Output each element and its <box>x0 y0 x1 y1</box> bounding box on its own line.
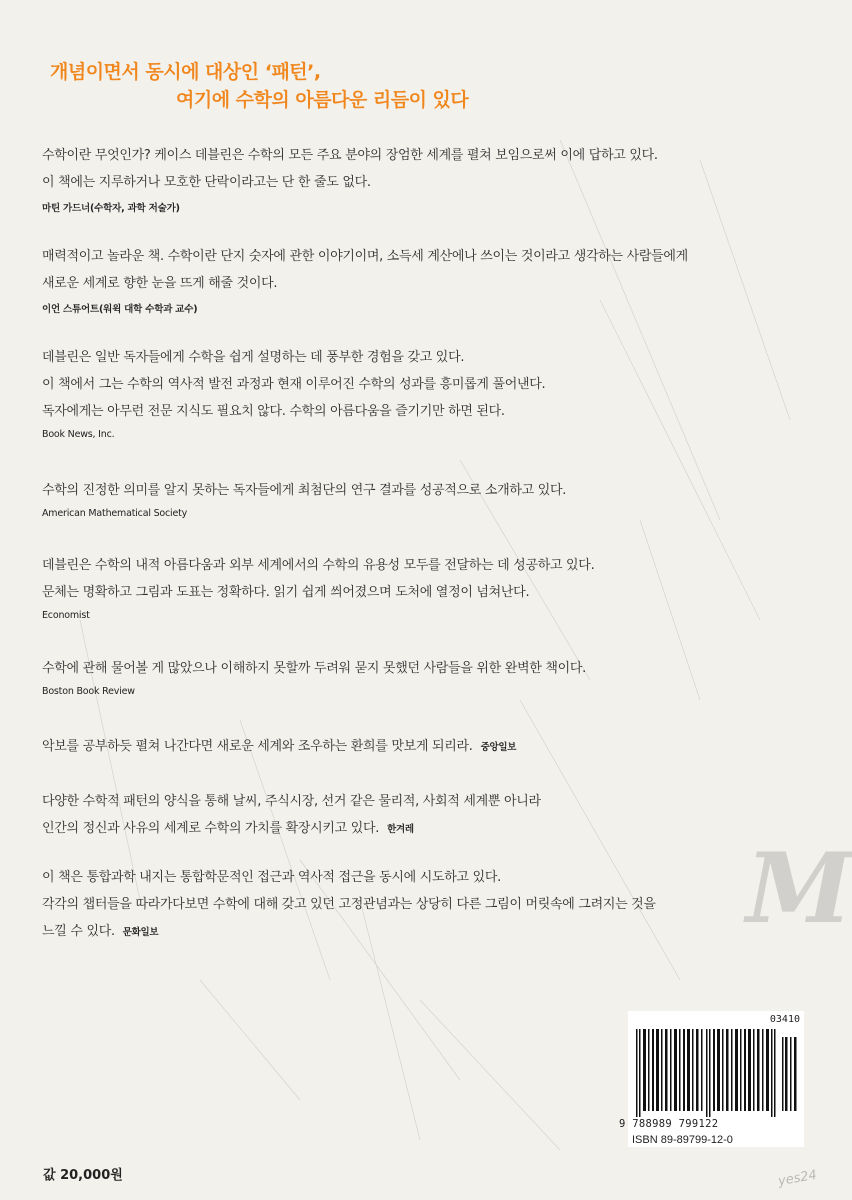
headline-line-2: 여기에 수학의 아름다운 리듬이 있다 <box>176 89 469 111</box>
headline-line-1: 개념이면서 동시에 대상인 ‘패턴’, <box>50 61 321 83</box>
review-source: Book News, Inc. <box>42 429 115 440</box>
review-text: 인간의 정신과 사유의 세계로 수학의 가치를 확장시키고 있다. <box>42 821 380 836</box>
review-line: 문체는 명확하고 그림과 도표는 정확하다. 읽기 쉽게 씌어졌으며 도처에 열정이 넘쳐난다. <box>42 585 530 600</box>
review-line: 독자에게는 아무런 전문 지식도 필요치 않다. 수학의 아름다움을 즐기기만 하면 된다. <box>42 404 505 419</box>
review-line <box>42 815 682 843</box>
barcode-icon <box>634 1029 800 1117</box>
review-line: 각각의 챕터들을 따라가다보면 수학에 대해 갖고 있던 고정관념과는 상당히 다른 그림이 머릿속에 그려지는 것을 <box>42 897 656 912</box>
review-line: 수학에 관해 물어볼 게 많았으나 이해하지 못할까 두려워 묻지 못했던 사람들을 위한 완벽한 책이다. <box>42 661 586 676</box>
review-line: 이 책에서 그는 수학의 역사적 발전 과정과 현재 이루어진 수학의 성과를 흥미롭게 풀어낸다. <box>42 377 546 392</box>
review-line <box>42 733 682 761</box>
isbn: ISBN 89-89799-12-0 <box>632 1134 733 1146</box>
review-line: 데블린은 일반 독자들에게 수학을 쉽게 설명하는 데 풍부한 경험을 갖고 있다. <box>42 350 465 365</box>
review-source: 문화일보 <box>122 927 159 938</box>
barcode-addon-code: 03410 <box>769 1014 800 1025</box>
review-text: 악보를 공부하듯 펼쳐 나간다면 새로운 세계와 조우하는 환희를 맛보게 되리라. <box>42 739 473 754</box>
review-6 <box>42 655 682 697</box>
review-8 <box>42 788 682 843</box>
barcode-number: 9 788989 799122 <box>619 1118 719 1130</box>
review-text: 느낄 수 있다. <box>42 924 115 939</box>
review-3 <box>42 344 682 440</box>
review-line: 수학의 진정한 의미를 알지 못하는 독자들에게 최첨단의 연구 결과를 성공적으로 소개하고 있다. <box>42 483 567 498</box>
corner-watermark-logo: yes24 <box>776 1167 819 1190</box>
review-1 <box>42 142 682 214</box>
review-source: 중앙일보 <box>480 742 517 753</box>
review-source: American Mathematical Society <box>42 508 188 519</box>
review-2 <box>42 243 688 315</box>
publisher-logo-watermark: M <box>746 832 852 945</box>
review-source: Economist <box>42 610 90 621</box>
price: 값 20,000원 <box>43 1168 123 1183</box>
review-line <box>42 918 682 946</box>
review-source: 마틴 가드너(수학자, 과학 저술가) <box>42 203 180 214</box>
review-line: 이 책은 통합과학 내지는 통합학문적인 접근과 역사적 접근을 동시에 시도하고 있다. <box>42 870 501 885</box>
review-line: 다양한 수학적 패턴의 양식을 통해 날씨, 주식시장, 선거 같은 물리적, 사회적 세계뿐 아니라 <box>42 794 541 809</box>
review-source: Boston Book Review <box>42 686 135 697</box>
review-line: 새로운 세계로 향한 눈을 뜨게 해줄 것이다. <box>42 276 278 291</box>
review-line: 수학이란 무엇인가? 케이스 데블린은 수학의 모든 주요 분야의 장엄한 세계를 펼쳐 보임으로써 이에 답하고 있다. <box>42 148 658 163</box>
review-line: 이 책에는 지루하거나 모호한 단락이라고는 단 한 줄도 없다. <box>42 175 371 190</box>
review-line: 매력적이고 놀라운 책. 수학이란 단지 숫자에 관한 이야기이며, 소득세 계산에나 쓰이는 것이라고 생각하는 사람들에게 <box>42 249 688 264</box>
review-line: 데블린은 수학의 내적 아름다움과 외부 세계에서의 수학의 유용성 모두를 전달하는 데 성공하고 있다. <box>42 558 595 573</box>
headline <box>50 58 750 114</box>
review-5 <box>42 552 682 621</box>
review-source: 이언 스튜어트(워윅 대학 수학과 교수) <box>42 304 198 315</box>
review-4 <box>42 477 682 519</box>
review-9 <box>42 864 682 946</box>
review-source: 한겨레 <box>387 824 414 835</box>
review-7 <box>42 733 682 761</box>
